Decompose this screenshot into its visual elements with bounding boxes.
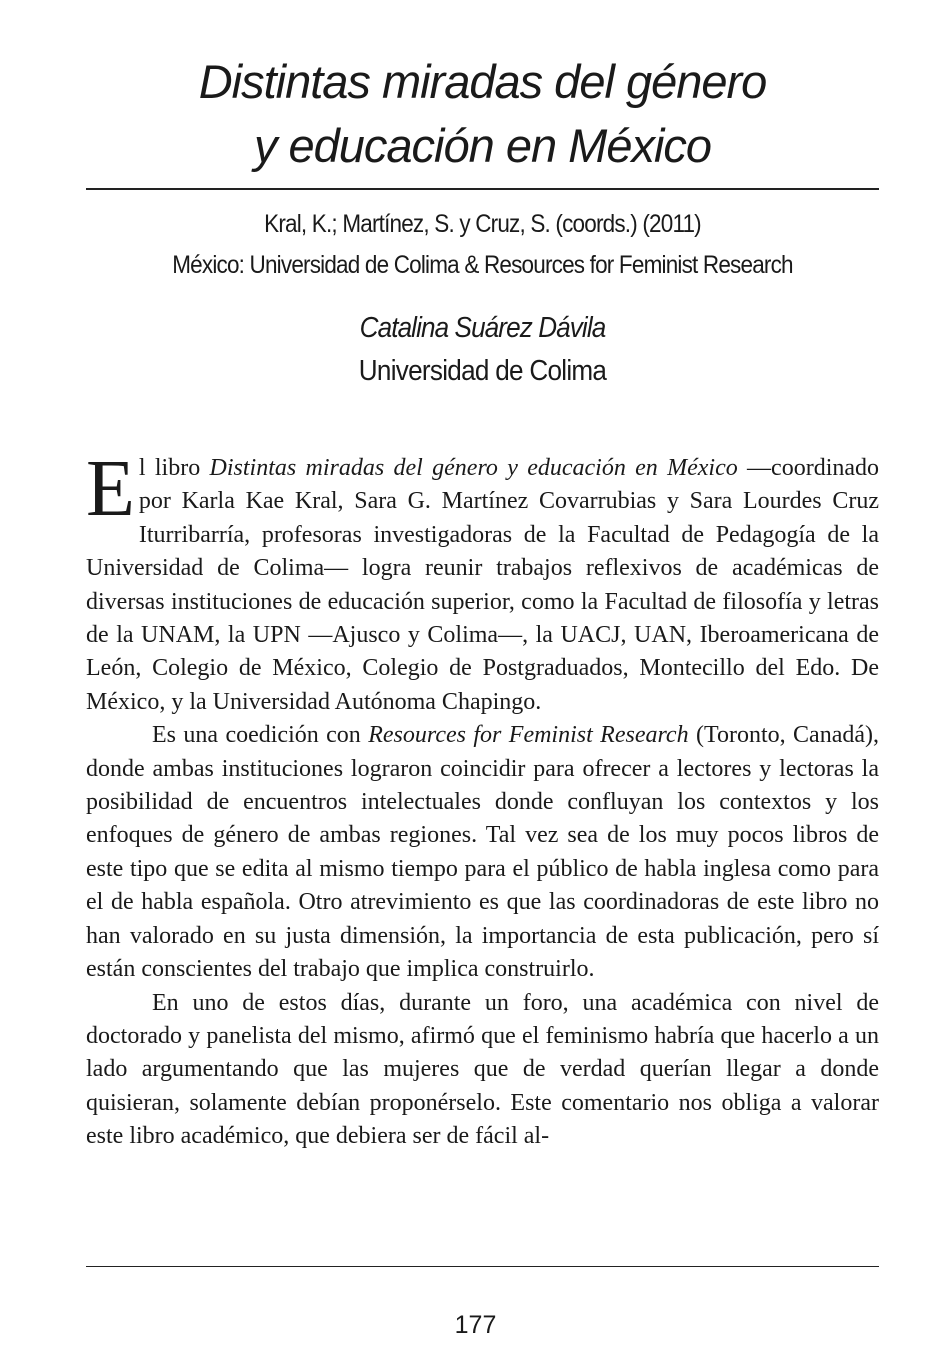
paragraph-2 [86,719,879,986]
drop-cap: E [86,445,135,533]
paragraph-2-text: (Toronto, Canadá), donde ambas instituciones lograron coincidir para ofrecer a lectores y lectoras la posibilidad de encuentros intelectuales donde confluyan los contextos y los enfoques de género de ambas regiones. Tal vez sea de los muy pocos libros de este tipo que se edita al mismo tiempo para el público de habla inglesa como para el de habla española. Otro atrevimiento es que las coordinadoras de este libro no han valorado en su justa dimensión, la importancia de esta publicación, pero sí están conscientes del trabajo que implica construirlo. [86,722,879,983]
title-line-2: y educación en México [253,119,712,172]
page-number: 177 [454,1311,497,1339]
reviewer-name: Catalina Suárez Dávila [359,312,606,344]
publisher-italic: Resources for Feminist Research [368,722,689,749]
paragraph-1-intro: l libro [138,455,210,481]
bottom-divider [86,1266,879,1267]
reviewer-affiliation: Universidad de Colima [358,355,607,387]
title-line-1: Distintas miradas del género [198,55,767,108]
citation-publisher: México: Universidad de Colima & Resources for Feminist Research [172,251,793,279]
paragraph-1-text: —coordinado por Karla Kae Kral, Sara G. Martínez Covarrubias y Sara Lourdes Cruz Iturribarría, profesoras investigadoras de la Facultad de Pedagogía de la Universidad de Colima— logra reunir trabajos reflexivos de académicas de diversas instituciones de educación superior, como la Facultad de filosofía y letras de la UNAM, la UPN —Ajusco y Colima—, la UACJ, UAN, Iberoamericana de León, Colegio de México, Colegio de Postgraduados, Montecillo del Edo. De México, y la Universidad Autónoma Chapingo. [86,455,880,715]
top-divider [86,188,879,190]
article-body [86,445,880,1154]
paragraph-3: En uno de estos días, durante un foro, una académica con nivel de doctorado y panelista del mismo, afirmó que el feminismo habría que hacerlo a un lado argumentando que las mujeres que de verdad querían llegar a donde quisieran, solamente debían proponérselo. Este comentario nos obliga a valorar este libro académico, que debiera ser de fácil al- [86,989,879,1150]
paragraph-1 [86,445,880,719]
book-title-italic: Distintas miradas del género y educación en México [209,455,738,481]
paragraph-2-intro: Es una coedición con [152,722,369,749]
article-title [86,50,879,178]
citation-authors: Kral, K.; Martínez, S. y Cruz, S. (coords.) (2011) [264,210,701,238]
